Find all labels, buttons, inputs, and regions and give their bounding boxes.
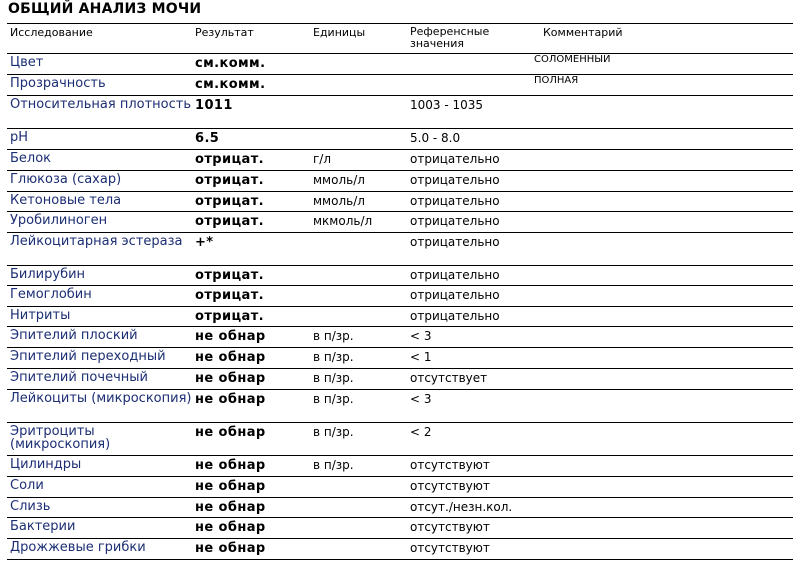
table-row: [7, 96, 793, 129]
cell-result: отрицат.: [195, 173, 264, 188]
cell-result: не обнар: [195, 479, 266, 494]
cell-units: г/л: [313, 152, 332, 166]
header-reference: [410, 26, 489, 50]
cell-reference: отрицательно: [410, 173, 500, 187]
cell-reference: отсутствуют: [410, 458, 490, 472]
cell-test: Эпителий почечный: [10, 370, 148, 385]
cell-reference: < 3: [410, 392, 432, 406]
cell-result: отрицат.: [195, 214, 264, 229]
cell-test: Эритроциты (микроскопия): [10, 424, 111, 452]
cell-test: Цвет: [10, 55, 44, 70]
cell-reference: отсут./незн.кол.: [410, 500, 513, 514]
cell-test: Соли: [10, 478, 44, 493]
cell-units: ммоль/л: [313, 173, 365, 187]
cell-reference: отрицательно: [410, 152, 500, 166]
cell-comment: СОЛОМЕННЫЙ: [534, 54, 611, 65]
cell-units: в п/зр.: [313, 350, 354, 364]
table-row: [7, 456, 793, 477]
cell-test: Слизь: [10, 499, 51, 514]
table-row: [7, 286, 793, 307]
cell-reference: отсутствует: [410, 371, 488, 385]
cell-units: в п/зр.: [313, 392, 354, 406]
table-row: [7, 266, 793, 286]
cell-test: Гемоглобин: [10, 287, 92, 302]
cell-reference: < 3: [410, 329, 432, 343]
cell-reference: 5.0 - 8.0: [410, 131, 461, 145]
table-row: [7, 327, 793, 348]
cell-result: +*: [195, 235, 214, 250]
table-row: [7, 192, 793, 212]
cell-reference: отсутствуют: [410, 520, 490, 534]
cell-result: не обнар: [195, 520, 266, 535]
cell-result: 1011: [195, 98, 233, 113]
cell-test: Лейкоцитарная эстераза: [10, 234, 183, 249]
cell-reference: отрицательно: [410, 214, 500, 228]
cell-reference: < 2: [410, 425, 432, 439]
table-row: [7, 129, 793, 150]
cell-result: отрицат.: [195, 194, 264, 209]
cell-units: в п/зр.: [313, 458, 354, 472]
cell-result: отрицат.: [195, 268, 264, 283]
report-title: ОБЩИЙ АНАЛИЗ МОЧИ: [8, 1, 202, 17]
header-comment: Комментарий: [543, 26, 623, 39]
table-row: [7, 75, 793, 96]
header-reference-line1: Референсные: [410, 25, 490, 38]
header-reference-line2: значения: [410, 37, 465, 50]
cell-reference: отрицательно: [410, 288, 500, 302]
table-row: [7, 390, 793, 423]
table-row: [7, 171, 793, 192]
cell-units: мкмоль/л: [313, 214, 373, 228]
cell-test: Лейкоциты (микроскопия): [10, 391, 192, 406]
cell-test: Цилиндры: [10, 457, 82, 472]
cell-result: не обнар: [195, 329, 266, 344]
table-row: [7, 54, 793, 75]
cell-result: отрицат.: [195, 152, 264, 167]
table-row: [7, 477, 793, 498]
cell-result: см.комм.: [195, 77, 266, 92]
cell-reference: отрицательно: [410, 235, 500, 249]
table-row: [7, 233, 793, 266]
cell-test: Нитриты: [10, 308, 71, 323]
cell-reference: 1003 - 1035: [410, 98, 484, 112]
cell-result: не обнар: [195, 350, 266, 365]
cell-test: Эпителий переходный: [10, 349, 166, 364]
cell-result: не обнар: [195, 425, 266, 440]
header-test: Исследование: [10, 26, 93, 39]
header-units: Единицы: [313, 26, 366, 39]
cell-test: Дрожжевые грибки: [10, 540, 146, 555]
cell-test: Прозрачность: [10, 76, 106, 91]
table-row: [7, 539, 793, 560]
cell-test: Относительная плотность: [10, 97, 191, 112]
cell-result: не обнар: [195, 371, 266, 386]
cell-reference: отсутствуют: [410, 541, 490, 555]
cell-result: не обнар: [195, 458, 266, 473]
table-row: [7, 423, 793, 456]
cell-test: pH: [10, 130, 29, 145]
cell-reference: отрицательно: [410, 268, 500, 282]
table-row: [7, 369, 793, 390]
cell-units: в п/зр.: [313, 425, 354, 439]
table-row: [7, 348, 793, 369]
table-row: [7, 518, 793, 539]
cell-test: Кетоновые тела: [10, 193, 122, 208]
table-row: [7, 307, 793, 327]
cell-result: отрицат.: [195, 309, 264, 324]
cell-reference: < 1: [410, 350, 432, 364]
cell-units: ммоль/л: [313, 194, 365, 208]
table-row: [7, 150, 793, 171]
cell-reference: отрицательно: [410, 309, 500, 323]
cell-reference: отсутствуют: [410, 479, 490, 493]
cell-units: в п/зр.: [313, 371, 354, 385]
table-row: [7, 498, 793, 518]
cell-test: Билирубин: [10, 267, 86, 282]
cell-result: не обнар: [195, 500, 266, 515]
cell-result: см.комм.: [195, 56, 266, 71]
cell-test: Белок: [10, 151, 52, 166]
cell-comment: ПОЛНАЯ: [534, 75, 579, 86]
cell-result: отрицат.: [195, 288, 264, 303]
table-row: [7, 212, 793, 233]
cell-result: не обнар: [195, 541, 266, 556]
cell-test: Бактерии: [10, 519, 76, 534]
cell-test: Эпителий плоский: [10, 328, 138, 343]
cell-test: Глюкоза (сахар): [10, 172, 122, 187]
table-header: [0, 24, 800, 54]
cell-test: Уробилиноген: [10, 213, 108, 228]
cell-reference: отрицательно: [410, 194, 500, 208]
cell-result: не обнар: [195, 392, 266, 407]
cell-result: 6.5: [195, 131, 220, 146]
cell-units: в п/зр.: [313, 329, 354, 343]
header-result: Результат: [195, 26, 254, 39]
